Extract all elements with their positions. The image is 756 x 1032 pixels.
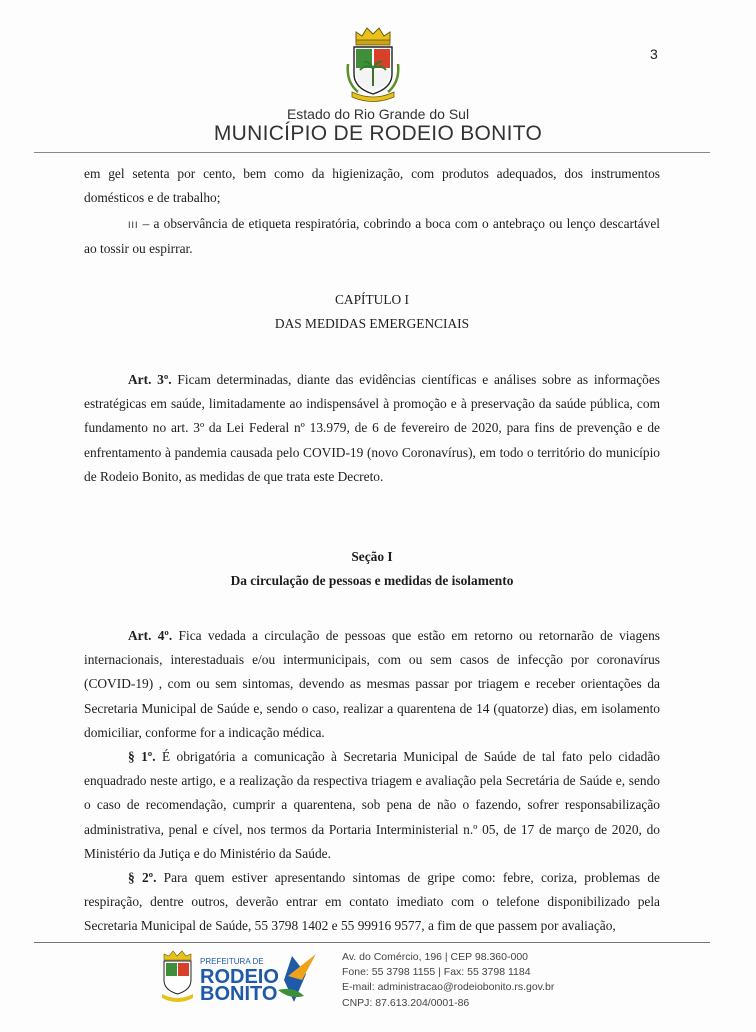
coat-of-arms-icon <box>344 24 402 104</box>
item-iii <box>84 212 660 261</box>
footer-contact <box>342 950 554 1011</box>
paragraph-text: Para quem estiver apresentando sintomas de gripe como: febre, coriza, problemas de respiração, dentre outros, deverão entrar em contato imediato com o telefone disponibilizado pela Secretaria Municipal de Saúde, 55 3798 1402 e 55 99916 9577, a fim de que passem por avaliação, <box>84 870 660 934</box>
small-crest-icon <box>162 951 193 1002</box>
chapter-title: CAPÍTULO I <box>334 292 409 307</box>
paragraph-text: em gel setenta por cento, bem como da higienização, com produtos adequados, dos instrumentos domésticos e de trabalho; <box>84 166 660 206</box>
footer-phone: Fone: 55 3798 1155 | Fax: 55 3798 1184 <box>342 966 531 979</box>
chapter-subtitle: DAS MEDIDAS EMERGENCIAIS <box>274 316 470 332</box>
prefeitura-logo <box>160 950 320 1006</box>
logo-swoosh-icon <box>278 954 316 1002</box>
section-subtitle: Da circulação de pessoas e medidas de isolamento <box>230 573 514 589</box>
chapter-heading <box>84 288 660 336</box>
article-text: Ficam determinadas, diante das evidências científicas e análises sobre as informações estratégicas em saúde, limitadamente ao indispensável à promoção e à preservação da saúde pública, com fundamento no art. 3º da Lei Federal nº 13.979, de 6 de fevereiro de 2020, para fins de prevenção e de enfrentamento à pandemia causada pelo COVID-19 (novo Coronavírus), em todo o território do município de Rodeio Bonito, as medidas de que trata este Decreto. <box>84 372 660 484</box>
paragraph-label: § 1º. <box>128 749 156 765</box>
logo-bonito-text: BONITO <box>200 983 278 1005</box>
paragraph-text: É obrigatória a comunicação à Secretaria Municipal de Saúde de tal fato pelo cidadão enquadrado neste artigo, e a realização da respectiva triagem e avaliação pela Secretária de Saúde e, sendo o caso de recomendação, cumprir a quarentena, sob pena de não o fazendo, sofrer responsabilização administrativa, penal e cível, nos termos da Portaria Interministerial n.º 05, de 17 de março de 2020, do Ministério da Jutiça e do Ministério da Saúde. <box>84 749 660 861</box>
item-marker: III <box>128 220 139 230</box>
paragraph-2 <box>84 866 660 939</box>
footer-address: Av. do Comércio, 196 | CEP 98.360-000 <box>342 951 529 963</box>
paragraph-1 <box>84 745 660 866</box>
footer-cnpj: CNPJ: 87.613.204/0001-86 <box>342 996 470 1009</box>
state-name: Estado do Rio Grande do Sul <box>286 106 470 122</box>
article-4 <box>84 624 660 939</box>
municipality-title: MUNICÍPIO DE RODEIO BONITO <box>213 122 543 145</box>
article-3 <box>84 368 660 489</box>
logo-prefeitura-text: PREFEITURA DE <box>200 957 264 966</box>
article-label: Art. 4º. <box>128 628 173 643</box>
paragraph-continuation <box>84 162 660 210</box>
paragraph-label: § 2º. <box>128 870 157 886</box>
header-divider <box>34 152 710 153</box>
article-label: Art. 3º. <box>128 372 172 387</box>
section-heading <box>84 545 660 593</box>
item-text: – a observância de etiqueta respiratória, cobrindo a boca com o antebraço ou lenço descartável ao tossir ou espirrar. <box>84 216 660 257</box>
page-number: 3 <box>650 46 658 62</box>
logo-rodeio-text: RODEIO <box>200 966 279 988</box>
footer-email: E-mail: administracao@rodeiobonito.rs.gov.br <box>342 981 555 994</box>
section-title: Seção I <box>351 549 393 564</box>
article-text: Fica vedada a circulação de pessoas que estão em retorno ou retornarão de viagens internacionais, interestaduais e/ou intermunicipais, com ou sem casos de infecção por coronavírus (COVID-19) , com ou sem sintomas, devendo as mesmas passar por triagem e receber orientações da Secretaria Municipal de Saúde e, sendo o caso, realizar a quarentena de 14 (quatorze) dias, em isolamento domiciliar, conforme for a indicação médica. <box>84 628 661 740</box>
footer-divider <box>34 942 710 943</box>
